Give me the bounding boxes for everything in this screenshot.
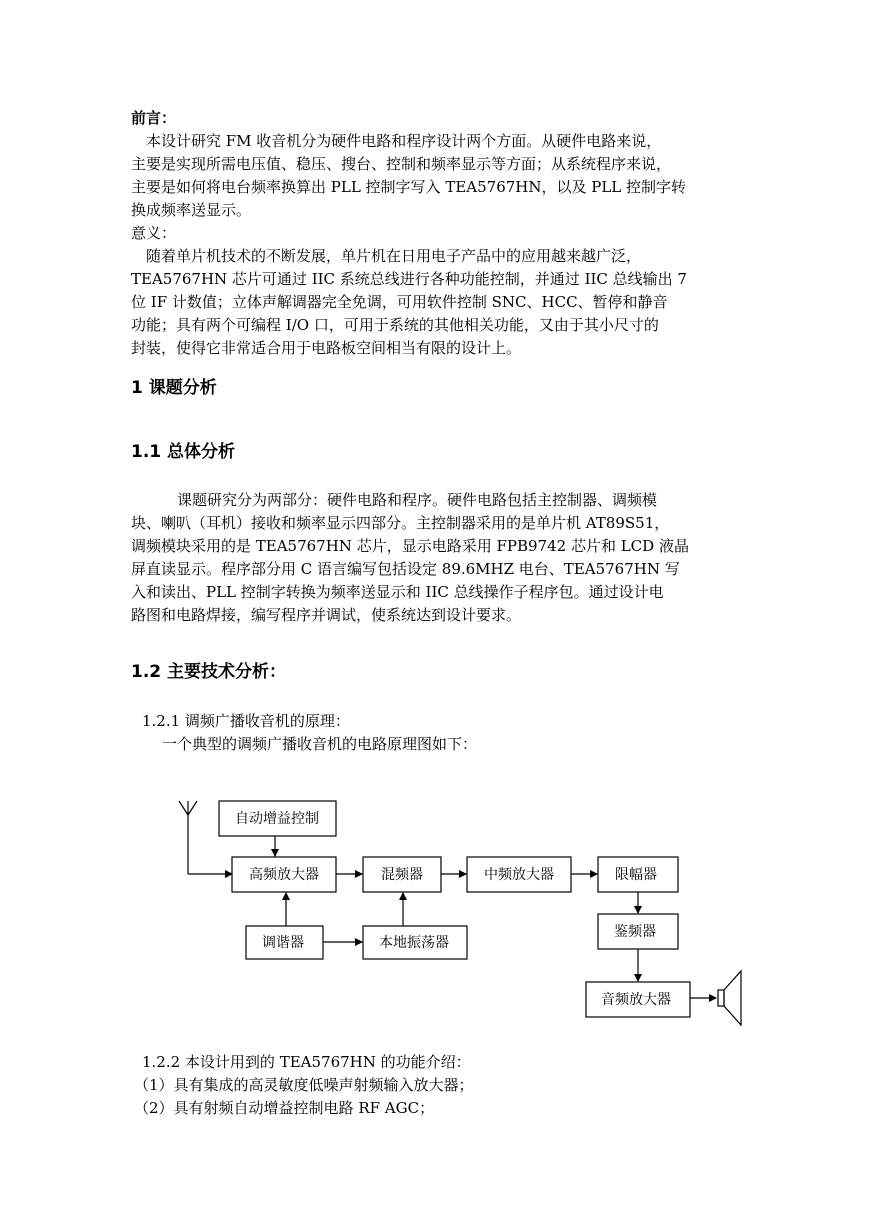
speaker-icon (718, 971, 741, 1025)
discriminator-label: 鉴频器 (614, 924, 656, 940)
section-1-title: 1 课题分析 (131, 378, 217, 398)
preface-line: 本设计研究 FM 收音机分为硬件电路和程序设计两个方面。从硬件电路来说， (146, 132, 662, 150)
subsection-1-2-2-title: 1.2.2 本设计用到的 TEA5767HN 的功能介绍： (142, 1053, 471, 1071)
tuner-label: 调谐器 (262, 935, 304, 951)
mixer-label: 混频器 (381, 867, 423, 883)
preface-line: 换成频率送显示。 (131, 201, 252, 219)
audio-amp-box (586, 982, 690, 1017)
mixer-box (363, 857, 441, 892)
limiter-label: 限幅器 (615, 867, 657, 883)
meaning-line: TEA5767HN 芯片可通过 IIC 系统总线进行各种功能控制，并通过 IIC 总线输出 7 (131, 270, 687, 288)
feature-item: （2）具有射频自动增益控制电路 RF AGC； (134, 1099, 435, 1117)
preface-heading: 前言： (131, 109, 177, 127)
section-1-1-line: 屏直读显示。程序部分用 C 语言编写包括设定 89.6MHZ 电台、TEA5767HN 写 (131, 560, 680, 578)
meaning-line: 封装，使得它非常适合用于电路板空间相当有限的设计上。 (131, 339, 522, 357)
section-1-1-line: 调频模块采用的是 TEA5767HN 芯片，显示电路采用 FPB9742 芯片和 LCD 液晶 (131, 537, 689, 555)
feature-item: （1）具有集成的高灵敏度低噪声射频输入放大器； (134, 1076, 474, 1094)
subsection-1-2-1-intro: 一个典型的调频广播收音机的电路原理图如下： (162, 735, 478, 753)
local-osc-box (363, 926, 467, 959)
agc-label: 自动增益控制 (235, 811, 319, 827)
rf-amp-label: 高频放大器 (249, 867, 319, 883)
antenna-icon (179, 801, 232, 874)
audio-amp-label: 音频放大器 (601, 992, 671, 1008)
local-osc-label: 本地振荡器 (379, 935, 449, 951)
subsection-1-2-1-title: 1.2.1 调频广播收音机的原理： (142, 712, 350, 730)
preface-line: 主要是实现所需电压值、稳压、搜台、控制和频率显示等方面；从系统程序来说， (131, 155, 672, 173)
section-1-1-title: 1.1 总体分析 (131, 442, 236, 462)
meaning-heading: 意义： (131, 224, 177, 242)
section-1-1-line: 入和读出、PLL 控制字转换为频率送显示和 IIC 总线操作子程序包。通过设计电 (131, 583, 664, 601)
meaning-line: 功能；具有两个可编程 I/O 口，可用于系统的其他相关功能，又由于其小尺寸的 (131, 316, 659, 334)
rf-amp-box (232, 857, 336, 892)
limiter-box (598, 857, 678, 892)
tuner-box (246, 926, 323, 959)
section-1-1-line: 课题研究分为两部分：硬件电路和程序。硬件电路包括主控制器、调频模 (177, 491, 658, 509)
if-amp-box (467, 857, 571, 892)
if-amp-label: 中频放大器 (484, 867, 554, 883)
discriminator-box (598, 914, 678, 949)
meaning-line: 随着单片机技术的不断发展，单片机在日用电子产品中的应用越来越广泛， (146, 247, 642, 265)
agc-box (219, 801, 336, 836)
section-1-1-line: 块、喇叭（耳机）接收和频率显示四部分。主控制器采用的是单片机 AT89S51， (131, 514, 670, 532)
section-1-2-title: 1.2 主要技术分析： (131, 662, 287, 682)
meaning-line: 位 IF 计数值；立体声解调器完全免调，可用软件控制 SNC、HCC、暂停和静音 (131, 293, 668, 311)
preface-line: 主要是如何将电台频率换算出 PLL 控制字写入 TEA5767HN，以及 PLL 控制字转 (131, 178, 687, 196)
section-1-1-line: 路图和电路焊接，编写程序并调试，使系统达到设计要求。 (131, 606, 522, 624)
